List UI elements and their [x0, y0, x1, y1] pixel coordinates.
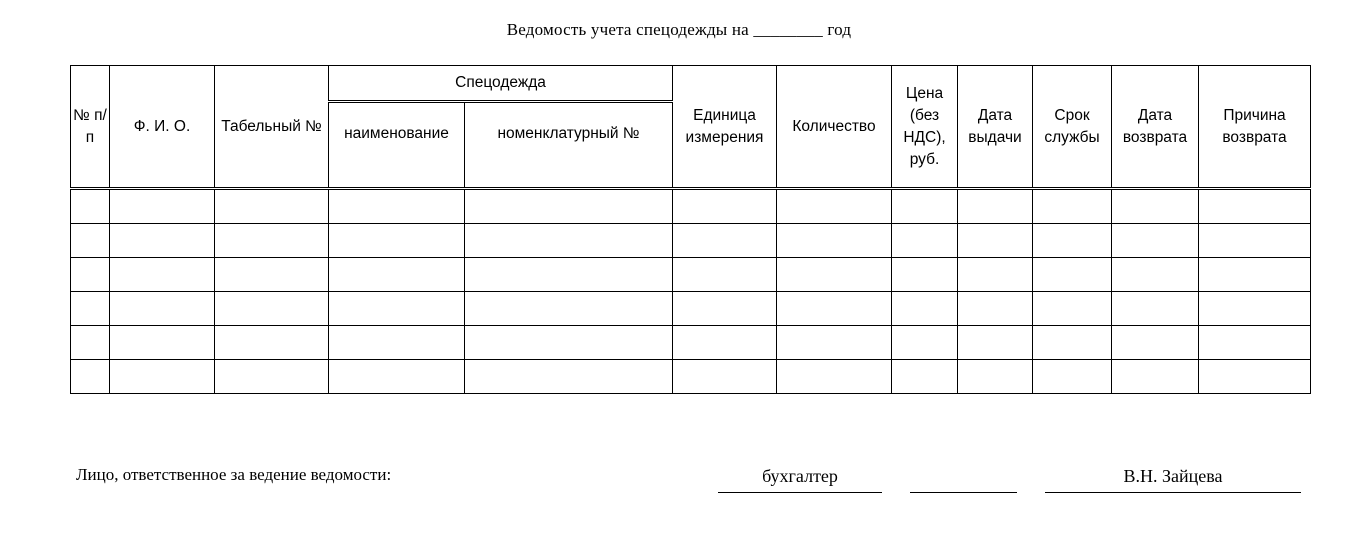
header-name: наименование: [329, 102, 465, 189]
table-cell: [329, 292, 465, 326]
header-issue-date: Дата выдачи: [958, 66, 1033, 189]
table-cell: [1199, 189, 1311, 224]
header-nomenclature: номенклатурный №: [465, 102, 673, 189]
table-cell: [673, 326, 777, 360]
table-cell: [110, 258, 215, 292]
table-cell: [1033, 224, 1112, 258]
table-cell: [71, 326, 110, 360]
table-cell: [892, 258, 958, 292]
table-cell: [1199, 224, 1311, 258]
header-num: № п/п: [71, 66, 110, 189]
table-cell: [110, 326, 215, 360]
table-cell: [71, 258, 110, 292]
table-row: [71, 360, 1311, 394]
table-cell: [1033, 360, 1112, 394]
table-cell: [777, 326, 892, 360]
table-cell: [1199, 326, 1311, 360]
header-unit: Единица измерения: [673, 66, 777, 189]
table-cell: [1112, 326, 1199, 360]
header-workwear-group: Спецодежда: [329, 66, 673, 102]
table-cell: [110, 189, 215, 224]
table-cell: [215, 360, 329, 394]
table-cell: [892, 189, 958, 224]
table-cell: [1199, 360, 1311, 394]
table-cell: [1112, 224, 1199, 258]
table-cell: [465, 224, 673, 258]
document-title: Ведомость учета спецодежды на ________ год: [506, 20, 852, 39]
table-cell: [673, 292, 777, 326]
table-cell: [777, 360, 892, 394]
table-cell: [777, 292, 892, 326]
table-cell: [958, 360, 1033, 394]
header-fio: Ф. И. О.: [110, 66, 215, 189]
table-cell: [958, 258, 1033, 292]
table-body: [71, 189, 1311, 394]
table-cell: [215, 189, 329, 224]
table-cell: [777, 189, 892, 224]
table-cell: [215, 326, 329, 360]
table-cell: [958, 292, 1033, 326]
table-cell: [329, 189, 465, 224]
table-cell: [215, 292, 329, 326]
table-cell: [1033, 326, 1112, 360]
table-row: [71, 326, 1311, 360]
table-cell: [110, 360, 215, 394]
table-cell: [958, 189, 1033, 224]
table-cell: [465, 258, 673, 292]
table-cell: [1033, 258, 1112, 292]
table-cell: [892, 360, 958, 394]
table-cell: [465, 189, 673, 224]
table-cell: [71, 292, 110, 326]
table-cell: [958, 224, 1033, 258]
workwear-ledger-table: [70, 65, 1311, 394]
header-return-reason: Причина возврата: [1199, 66, 1311, 189]
table-cell: [110, 292, 215, 326]
name-signature-line: В.Н. Зайцева: [1045, 462, 1301, 493]
signature-line: [910, 462, 1017, 493]
table-cell: [71, 189, 110, 224]
table-cell: [71, 360, 110, 394]
table-cell: [329, 326, 465, 360]
table-row: [71, 224, 1311, 258]
table-cell: [892, 326, 958, 360]
header-service-life: Срок службы: [1033, 66, 1112, 189]
table-cell: [1112, 258, 1199, 292]
table-cell: [465, 326, 673, 360]
table-cell: [329, 360, 465, 394]
table-cell: [329, 258, 465, 292]
responsible-label: Лицо, ответственное за ведение ведомости:: [76, 465, 392, 484]
table-cell: [71, 224, 110, 258]
table-cell: [673, 189, 777, 224]
table-cell: [892, 292, 958, 326]
table-cell: [215, 224, 329, 258]
table-cell: [777, 258, 892, 292]
table-cell: [1033, 292, 1112, 326]
table-cell: [673, 258, 777, 292]
table-cell: [1199, 258, 1311, 292]
table-cell: [673, 224, 777, 258]
header-return-date: Дата возврата: [1112, 66, 1199, 189]
table-cell: [465, 292, 673, 326]
table-cell: [1033, 189, 1112, 224]
table-cell: [1199, 292, 1311, 326]
table-cell: [1112, 360, 1199, 394]
table-cell: [110, 224, 215, 258]
table-cell: [673, 360, 777, 394]
table-cell: [1112, 189, 1199, 224]
header-price: Цена (без НДС), руб.: [892, 66, 958, 189]
table-row: [71, 258, 1311, 292]
header-tab-num: Табельный №: [215, 66, 329, 189]
table-cell: [958, 326, 1033, 360]
table-row: [71, 292, 1311, 326]
position-signature-line: бухгалтер: [718, 462, 882, 493]
header-quantity: Количество: [777, 66, 892, 189]
table-cell: [892, 224, 958, 258]
table-cell: [329, 224, 465, 258]
table-cell: [1112, 292, 1199, 326]
table-cell: [215, 258, 329, 292]
table-cell: [777, 224, 892, 258]
table-row: [71, 189, 1311, 224]
table-cell: [465, 360, 673, 394]
